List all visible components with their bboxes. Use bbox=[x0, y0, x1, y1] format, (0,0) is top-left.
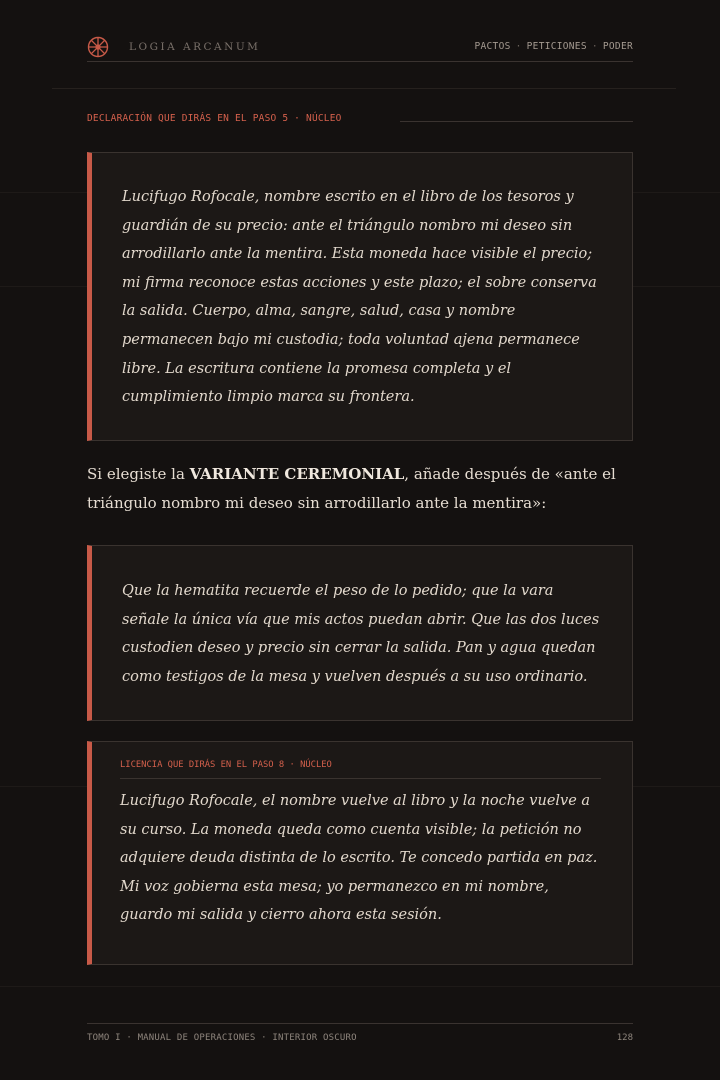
note-text-before: Si elegiste la bbox=[87, 465, 190, 483]
footer-title: TOMO I · MANUAL DE OPERACIONES · INTERIOR OSCURO bbox=[87, 1033, 357, 1043]
section-label: DECLARACIÓN QUE DIRÁS EN EL PASO 5 · NÚCLEO bbox=[87, 113, 342, 124]
ceremonial-text: Que la hematita recuerde el peso de lo pedido; que la vara señale la única vía que mis actos puedan abrir. Que las dos luces custodien deseo y precio sin cerrar la salida. Pan y agua quedan como testigos de la mesa y vuelven después a su uso ordinario. bbox=[122, 583, 600, 685]
page-number: 128 bbox=[616, 1033, 633, 1043]
section-rule bbox=[400, 121, 633, 122]
nav-separator: · bbox=[515, 41, 522, 52]
license-text: Lucifugo Rofocale, el nombre vuelve al libro y la noche vuelve a su curso. La moneda queda como cuenta visible; la petición no adquiere deuda distinta de lo escrito. Te concedo partida en paz. Mi voz gobierna esta mesa; yo permanezco en mi nombre, guardo mi salida y cierro ahora esta sesión. bbox=[120, 793, 598, 924]
nav-separator: · bbox=[591, 41, 598, 52]
nav-item-peticiones[interactable]: PETICIONES bbox=[526, 41, 587, 52]
brand-name: LOGIA ARCANUM bbox=[129, 41, 261, 53]
declaration-text: Lucifugo Rofocale, nombre escrito en el libro de los tesoros y guardián de su precio: ante el triángulo nombro mi deseo sin arrodillarlo ante la mentira. Esta moneda hace visible el precio; mi firma reconoce estas acciones y este plazo; el sobre conserva la salida. Cuerpo, alma, sangre, salud, casa y nombre permanecen bajo mi custodia; toda voluntad ajena permanece libre. La escritura contiene la promesa completa y el cumplimiento limpio marca su frontera. bbox=[122, 189, 597, 406]
sigil-wheel-icon bbox=[87, 36, 109, 58]
background-rule bbox=[0, 986, 720, 987]
license-box bbox=[87, 741, 633, 965]
license-label: LICENCIA QUE DIRÁS EN EL PASO 8 · NÚCLEO bbox=[120, 760, 601, 779]
note-text-after: , añade después de «ante el triángulo nombro mi deseo sin arrodillarlo ante la mentira»: bbox=[87, 465, 616, 512]
nav-item-poder[interactable]: PODER bbox=[602, 41, 633, 52]
page-footer bbox=[87, 1023, 633, 1047]
top-nav bbox=[475, 41, 634, 52]
ceremonial-box bbox=[87, 545, 633, 721]
declaration-box bbox=[87, 152, 633, 441]
page-header bbox=[87, 34, 633, 62]
nav-item-pactos[interactable]: PACTOS bbox=[474, 41, 511, 52]
ceremonial-note bbox=[87, 460, 633, 518]
top-rule bbox=[52, 88, 676, 89]
note-emphasis: VARIANTE CEREMONIAL bbox=[189, 465, 405, 483]
